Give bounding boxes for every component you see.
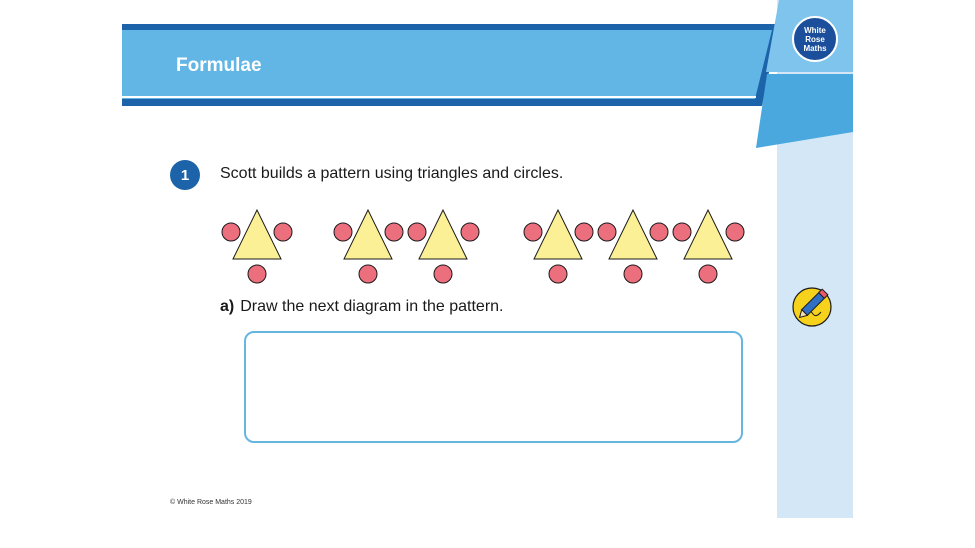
triangle [233,210,281,259]
part-a-prompt [220,298,503,316]
circle [334,223,352,241]
circle [575,223,593,241]
circle [359,265,377,283]
copyright-footer: © White Rose Maths 2019 [170,499,252,506]
logo-text-line-1: White [804,25,826,35]
white-rose-maths-logo [792,16,838,62]
circle [434,265,452,283]
circle [524,223,542,241]
pattern-diagram-2 [334,210,479,283]
page-title: Formulae [176,55,262,76]
circle [274,223,292,241]
triangle [419,210,467,259]
circle [624,265,642,283]
circle [598,223,616,241]
question-text: Scott builds a pattern using triangles and circles. [220,165,564,182]
circle [673,223,691,241]
answer-box[interactable] [244,331,743,443]
circle [248,265,266,283]
logo-text-line-2: Rose [805,34,825,44]
pattern-diagram-3 [524,210,744,283]
circle [699,265,717,283]
part-a-label: a) [220,298,235,315]
circle [222,223,240,241]
pattern-diagram-1 [222,210,292,283]
logo-text-line-3: Maths [803,43,827,53]
circle [408,223,426,241]
circle [461,223,479,241]
triangle [684,210,732,259]
slide [122,0,853,518]
part-a-text: Draw the next diagram in the pattern. [240,298,504,315]
circle [726,223,744,241]
pattern-diagram [217,205,757,290]
pencil-icon [791,284,835,328]
circle [385,223,403,241]
circle [650,223,668,241]
question-number-badge: 1 [170,160,200,190]
circle [549,265,567,283]
triangle [609,210,657,259]
